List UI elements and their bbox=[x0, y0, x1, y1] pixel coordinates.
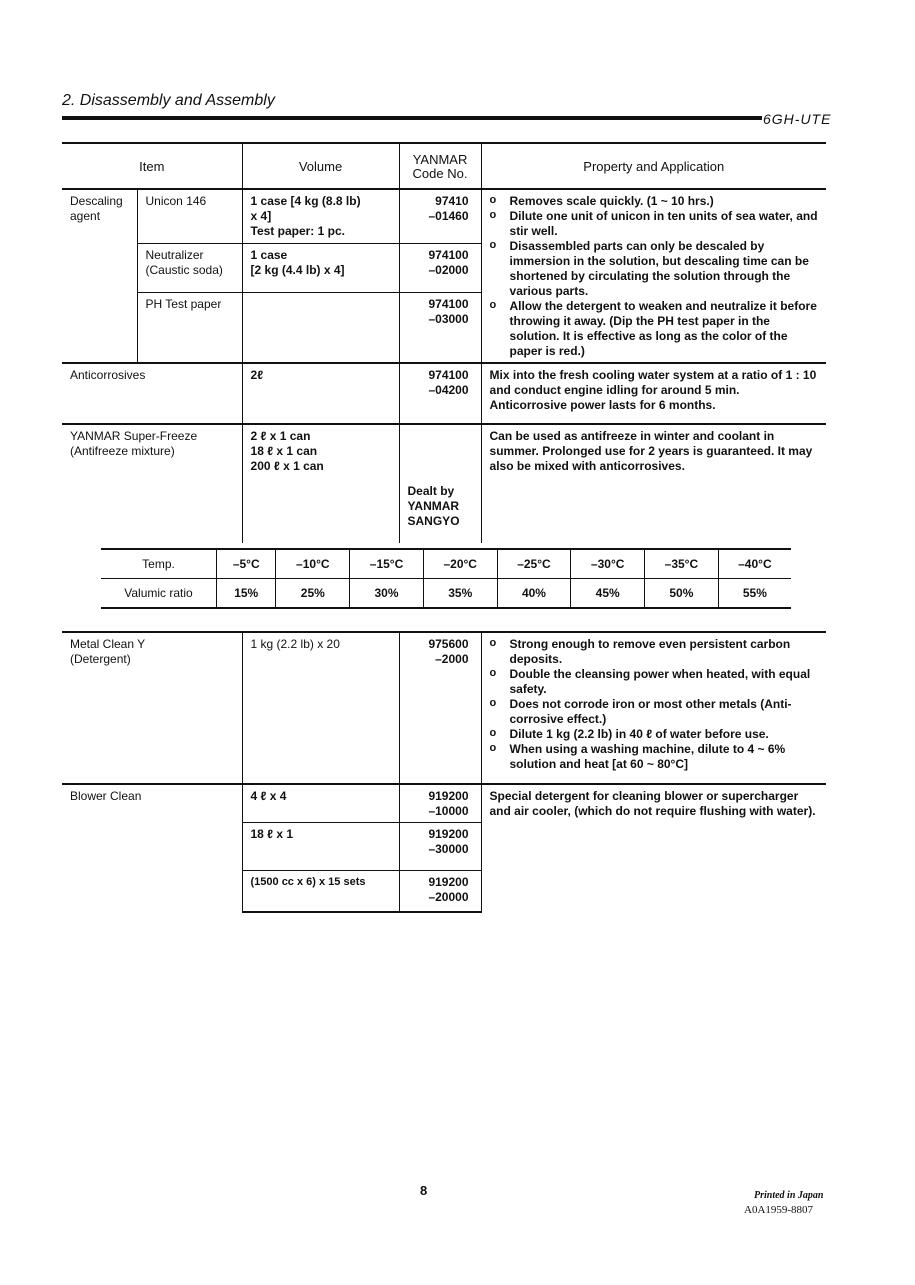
superfreeze-name: YANMAR Super-Freeze (Antifreeze mixture) bbox=[62, 424, 242, 543]
metal-clean-volume: 1 kg (2.2 lb) x 20 bbox=[242, 632, 399, 784]
detergent-table bbox=[62, 631, 826, 913]
blower-clean-volume: 4 ℓ x 4 bbox=[242, 784, 399, 823]
metal-clean-name: Metal Clean Y (Detergent) bbox=[62, 632, 242, 784]
superfreeze-volume: 2 ℓ x 1 can 18 ℓ x 1 can 200 ℓ x 1 can bbox=[242, 424, 399, 543]
blower-clean-code: 919200 –20000 bbox=[399, 871, 481, 913]
temp-cell: –5°C bbox=[217, 549, 276, 579]
header-volume: Volume bbox=[242, 143, 399, 189]
blower-clean-volume: (1500 cc x 6) x 15 sets bbox=[242, 871, 399, 913]
ratio-label: Valumic ratio bbox=[101, 579, 217, 609]
unicon-name: Unicon 146 bbox=[137, 189, 242, 243]
descaling-group-label: Descaling agent bbox=[70, 194, 123, 223]
temp-cell: –40°C bbox=[718, 549, 791, 579]
model-name: 6GH-UTE bbox=[763, 111, 832, 127]
ratio-cell: 50% bbox=[645, 579, 719, 609]
list-item: o Disassembled parts can only be descaled by immersion in the solution, but descaling time can be shortened by circulating the solution through the various parts. bbox=[490, 239, 819, 299]
ratio-cell: 40% bbox=[497, 579, 571, 609]
ratio-cell: 45% bbox=[571, 579, 645, 609]
metal-clean-code: 975600 –2000 bbox=[399, 632, 481, 784]
header-item: Item bbox=[139, 159, 165, 174]
temp-cell: –25°C bbox=[497, 549, 571, 579]
neutralizer-name: Neutralizer (Caustic soda) bbox=[137, 243, 242, 292]
table-row bbox=[62, 189, 826, 243]
neutralizer-code: 974100 –02000 bbox=[399, 243, 481, 292]
temp-row bbox=[101, 549, 791, 579]
blower-clean-code: 919200 –10000 bbox=[399, 784, 481, 823]
blower-clean-property: Special detergent for cleaning blower or supercharger and air cooler, (which do not require flushing with water). bbox=[481, 784, 826, 912]
list-item: o Allow the detergent to weaken and neutralize it before throwing it away. (Dip the PH test paper in the solution. It is effective as long as the color of the paper is red.) bbox=[490, 299, 819, 359]
temp-label: Temp. bbox=[101, 549, 217, 579]
unicon-volume: 1 case [4 kg (8.8 lb) x 4] Test paper: 1 pc. bbox=[242, 189, 399, 243]
temp-cell: –10°C bbox=[276, 549, 350, 579]
metal-clean-property bbox=[481, 632, 826, 784]
ratio-row bbox=[101, 579, 791, 609]
descaling-property bbox=[481, 189, 826, 363]
anticorrosives-code: 974100 –04200 bbox=[399, 363, 481, 424]
temp-cell: –30°C bbox=[571, 549, 645, 579]
list-item: o Strong enough to remove even persistent carbon deposits. bbox=[490, 637, 819, 667]
temp-cell: –20°C bbox=[423, 549, 497, 579]
superfreeze-code: Dealt by YANMAR SANGYO bbox=[399, 424, 481, 543]
anticorrosives-volume: 2ℓ bbox=[242, 363, 399, 424]
ph-code: 974100 –03000 bbox=[399, 292, 481, 363]
ratio-cell: 15% bbox=[217, 579, 276, 609]
blower-clean-volume: 18 ℓ x 1 bbox=[242, 823, 399, 871]
temp-cell: –35°C bbox=[645, 549, 719, 579]
page-number: 8 bbox=[420, 1183, 428, 1198]
ratio-cell: 30% bbox=[350, 579, 424, 609]
anticorrosives-name: Anticorrosives bbox=[62, 363, 242, 424]
list-item: o Dilute 1 kg (2.2 lb) in 40 ℓ of water before use. bbox=[490, 727, 819, 742]
unicon-code: 97410 –01460 bbox=[399, 189, 481, 243]
list-item: o When using a washing machine, dilute to 4 ~ 6% solution and heat [at 60 ~ 80°C] bbox=[490, 742, 819, 772]
section-title: 2. Disassembly and Assembly bbox=[62, 92, 275, 109]
blower-clean-name: Blower Clean bbox=[62, 784, 242, 912]
list-item: o Does not corrode iron or most other metals (Anti-corrosive effect.) bbox=[490, 697, 819, 727]
temp-cell: –15°C bbox=[350, 549, 424, 579]
header-code: YANMAR Code No. bbox=[399, 143, 481, 189]
table-row bbox=[62, 363, 826, 424]
temperature-ratio-table bbox=[101, 548, 791, 609]
ph-name: PH Test paper bbox=[137, 292, 242, 363]
header-property: Property and Application bbox=[481, 143, 826, 189]
header-rule bbox=[62, 116, 762, 120]
printed-in-japan: Printed in Japan bbox=[754, 1190, 824, 1201]
table-row bbox=[62, 424, 826, 543]
descaling-antifreeze-table bbox=[62, 142, 826, 543]
list-item: o Dilute one unit of unicon in ten units of sea water, and stir well. bbox=[490, 209, 819, 239]
ratio-cell: 55% bbox=[718, 579, 791, 609]
blower-clean-code: 919200 –30000 bbox=[399, 823, 481, 871]
superfreeze-property: Can be used as antifreeze in winter and coolant in summer. Prolonged use for 2 years is guaranteed. It may also be mixed with anticorrosives. bbox=[481, 424, 826, 543]
ratio-cell: 35% bbox=[423, 579, 497, 609]
list-item: o Removes scale quickly. (1 ~ 10 hrs.) bbox=[490, 194, 819, 209]
document-number: A0A1959-8807 bbox=[744, 1204, 814, 1216]
ph-volume bbox=[242, 292, 399, 363]
ratio-cell: 25% bbox=[276, 579, 350, 609]
table-row bbox=[62, 632, 826, 784]
neutralizer-volume: 1 case [2 kg (4.4 lb) x 4] bbox=[242, 243, 399, 292]
anticorrosives-property: Mix into the fresh cooling water system at a ratio of 1 : 10 and conduct engine idling for around 5 min. Anticorrosive power lasts for 6 months. bbox=[481, 363, 826, 424]
list-item: o Double the cleansing power when heated, with equal safety. bbox=[490, 667, 819, 697]
table-row bbox=[62, 784, 826, 823]
table-header-row bbox=[62, 143, 826, 189]
